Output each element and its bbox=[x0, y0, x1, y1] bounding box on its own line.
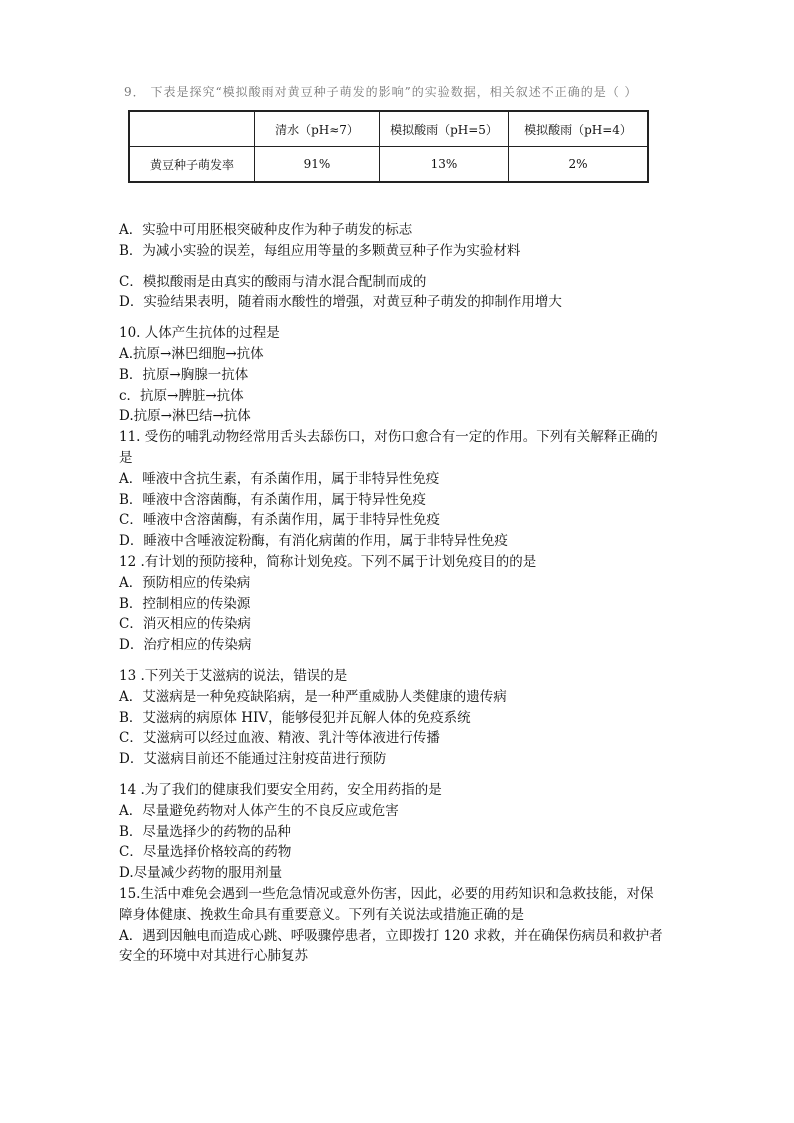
q10-option-c: c．抗原→脾脏→抗体 bbox=[119, 387, 244, 404]
table-cell: 清水（pH≈7） bbox=[255, 111, 380, 147]
q10-stem: 10. 人体产生抗体的过程是 bbox=[119, 325, 280, 342]
q11-stem-line: 11. 受伤的哺乳动物经常用舌头去舔伤口，对伤口愈合有一定的作用。下列有关解释正确的 bbox=[119, 429, 658, 446]
q10-option-d: D.抗原→淋巴结→抗体 bbox=[119, 408, 251, 425]
q15-stem-line: 障身体健康、挽救生命具有重要意义。下列有关说法或措施正确的是 bbox=[119, 906, 524, 923]
q12-option-b: B．控制相应的传染源 bbox=[119, 595, 251, 612]
table-cell: 模拟酸雨（pH=4） bbox=[509, 111, 649, 147]
q15-option-a-line: 安全的环境中对其进行心肺复苏 bbox=[119, 948, 308, 965]
q14-option-d: D.尽量减少药物的服用剂量 bbox=[119, 865, 283, 882]
cut-off-question-stem: 9． 下表是探究“模拟酸雨对黄豆种子萌发的影响”的实验数据，相关叙述不正确的是（ ） bbox=[124, 85, 638, 99]
table-cell: 13% bbox=[380, 147, 509, 183]
q11-option-b: B．唾液中含溶菌酶，有杀菌作用，属于特异性免疫 bbox=[119, 491, 426, 508]
q15-option-a-line: A．遇到因触电而造成心跳、呼吸骤停患者，立即拨打 120 求救，并在确保伤病员和救护者 bbox=[119, 927, 663, 944]
q14-option-b: B．尽量选择少的药物的品种 bbox=[119, 823, 291, 840]
questions-body bbox=[119, 220, 679, 967]
table-cell bbox=[129, 111, 255, 147]
table-header-row bbox=[129, 111, 648, 147]
q9-option-c: C．模拟酸雨是由真实的酸雨与清水混合配制而成的 bbox=[119, 273, 427, 290]
q11-option-c: C．唾液中含溶菌酶，有杀菌作用，属于非特异性免疫 bbox=[119, 512, 440, 529]
q14-stem: 14 .为了我们的健康我们要安全用药，安全用药指的是 bbox=[119, 781, 442, 798]
q11-option-a: A．唾液中含抗生素，有杀菌作用，属于非特异性免疫 bbox=[119, 470, 440, 487]
q9-option-b: B．为减小实验的误差，每组应用等量的多颗黄豆种子作为实验材料 bbox=[119, 242, 521, 259]
q13-option-a: A．艾滋病是一种免疫缺陷病，是一种严重威胁人类健康的遗传病 bbox=[119, 688, 507, 705]
q10-option-a: A.抗原→淋巴细胞→抗体 bbox=[119, 345, 264, 362]
table-cell: 91% bbox=[255, 147, 380, 183]
q12-option-d: D．治疗相应的传染病 bbox=[119, 637, 252, 654]
q13-option-c: C．艾滋病可以经过血液、精液、乳汁等体液进行传播 bbox=[119, 730, 440, 747]
q13-option-b: B．艾滋病的病原体 HIV，能够侵犯并瓦解人体的免疫系统 bbox=[119, 709, 471, 726]
q10-option-b: B．抗原→胸腺一抗体 bbox=[119, 366, 249, 383]
q9-option-d: D．实验结果表明，随着雨水酸性的增强，对黄豆种子萌发的抑制作用增大 bbox=[119, 294, 562, 311]
q15-stem-line: 15.生活中难免会遇到一些危急情况或意外伤害，因此，必要的用药知识和急救技能，对保 bbox=[119, 885, 654, 902]
q11-option-d: D．睡液中含唾液淀粉酶，有消化病菌的作用，属于非特异性免疫 bbox=[119, 533, 508, 550]
q12-option-a: A．预防相应的传染病 bbox=[119, 574, 251, 591]
q9-option-a: A．实验中可用胚根突破种皮作为种子萌发的标志 bbox=[119, 222, 413, 238]
q12-option-c: C．消灭相应的传染病 bbox=[119, 616, 251, 633]
table-cell: 2% bbox=[509, 147, 649, 183]
q14-option-c: C．尽量选择价格较高的药物 bbox=[119, 844, 292, 861]
table-row bbox=[129, 147, 648, 183]
q13-option-d: D．艾滋病目前还不能通过注射疫苗进行预防 bbox=[119, 751, 387, 768]
table-cell: 模拟酸雨（pH=5） bbox=[380, 111, 509, 147]
q13-stem: 13 .下列关于艾滋病的说法，错误的是 bbox=[119, 667, 348, 684]
q12-stem: 12 .有计划的预防接种，简称计划免疫。下列不属于计划免疫目的的是 bbox=[119, 553, 537, 570]
table-cell: 黄豆种子萌发率 bbox=[129, 147, 255, 183]
q14-option-a: A．尽量避免药物对人体产生的不良反应或危害 bbox=[119, 802, 399, 819]
germination-data-table bbox=[128, 110, 649, 183]
q11-stem-line: 是 bbox=[119, 449, 133, 466]
